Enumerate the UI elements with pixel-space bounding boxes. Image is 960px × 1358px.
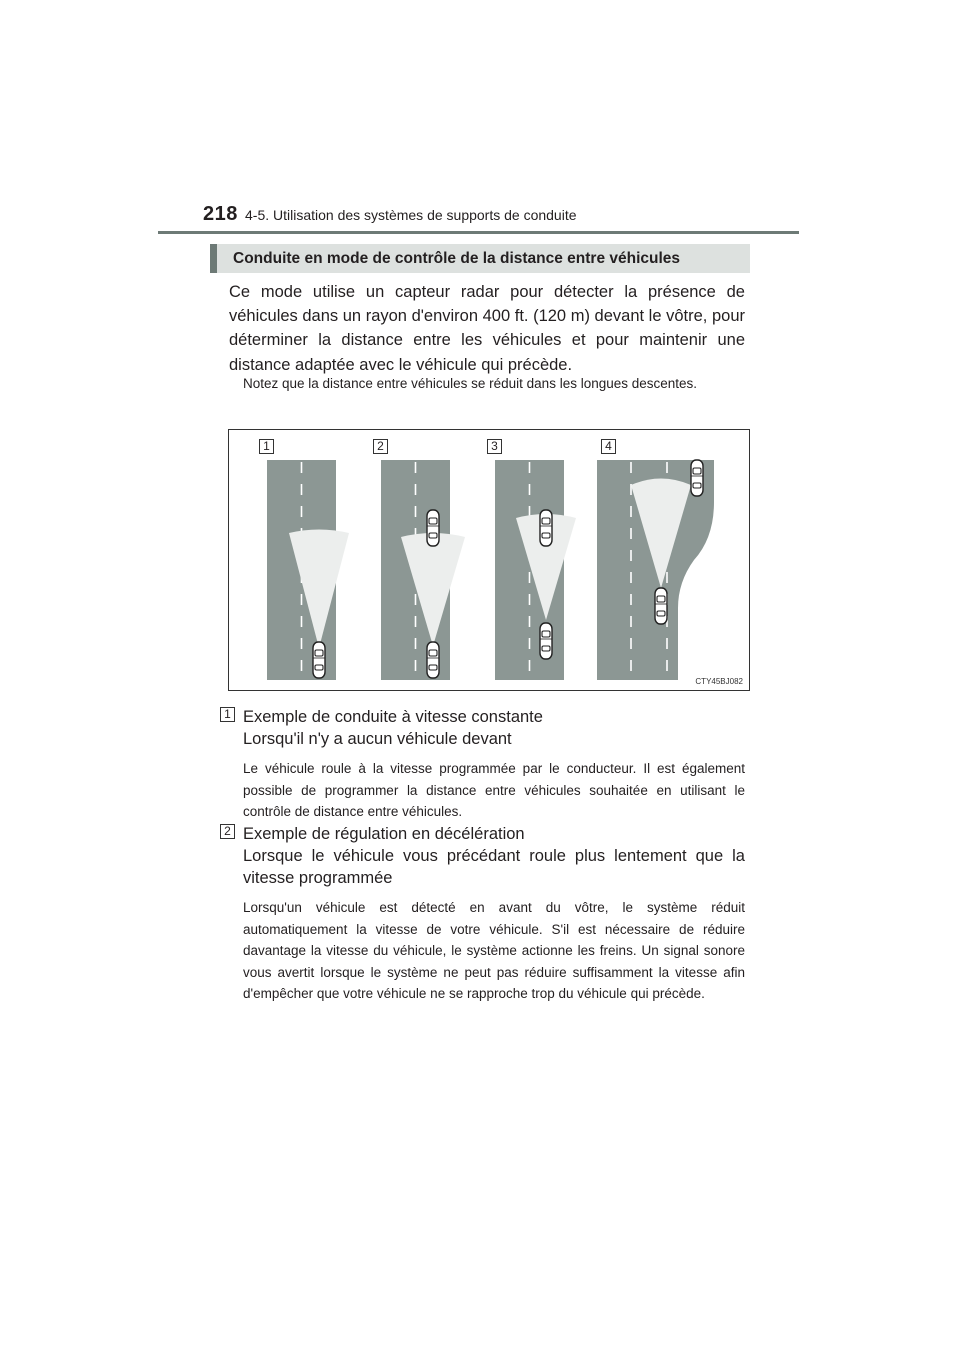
road-1: [267, 460, 349, 680]
section-title: Conduite en mode de contrôle de la distance entre véhicules: [233, 250, 681, 267]
chapter-title: 4-5. Utilisation des systèmes de supports de conduite: [245, 207, 577, 223]
item-number: 1: [220, 707, 235, 722]
road-2: [381, 460, 465, 680]
road-3: [495, 460, 576, 680]
item-description: Le véhicule roule à la vitesse programmée par le conducteur. Il est également possible de programmer la distance entre véhicules souhaitée en utilisant le contrôle de distance entre véhicules.: [243, 761, 745, 819]
list-item: [220, 706, 745, 823]
illustration-drawing: [229, 430, 749, 690]
item-description: Lorsqu'un véhicule est détecté en avant du vôtre, le système réduit automatiquement la vitesse de votre véhicule. S'il est nécessaire de réduire davantage la vitesse du véhicule, le système actionne les freins. Un signal sonore vous avertit lorsque le système ne peut pas réduire suffisamment la vitesse afin d'empêcher que votre véhicule ne se rapproche trop du véhicule qui précède.: [243, 900, 745, 1001]
item-title: Exemple de conduite à vitesse constante: [243, 708, 543, 726]
road-4: [597, 460, 714, 680]
item-title: Exemple de régulation en décélération: [243, 825, 525, 843]
item-subtitle: Lorsque le véhicule vous précédant roule plus lentement que la vitesse programmée: [243, 847, 745, 887]
figure-label-1: 1: [259, 439, 274, 454]
list-item: [220, 823, 745, 1005]
note-paragraph: Notez que la distance entre véhicules se réduit dans les longues descentes.: [243, 376, 698, 391]
intro-paragraph: Ce mode utilise un capteur radar pour détecter la présence de véhicules dans un rayon d'environ 400 ft. (120 m) devant le vôtre, pour déterminer la distance entre les véhicules et pour maintenir une distance adaptée avec le véhicule qui précède.: [229, 283, 745, 374]
item-subtitle: Lorsqu'il n'y a aucun véhicule devant: [243, 730, 512, 748]
section-heading: [210, 244, 750, 273]
figure-code: CTY45BJ082: [695, 677, 743, 686]
radar-illustration: [228, 429, 750, 691]
item-number: 2: [220, 824, 235, 839]
page-number: 218: [203, 203, 238, 225]
header-divider: [158, 231, 799, 234]
figure-label-2: 2: [373, 439, 388, 454]
figure-label-4: 4: [601, 439, 616, 454]
figure-label-3: 3: [487, 439, 502, 454]
